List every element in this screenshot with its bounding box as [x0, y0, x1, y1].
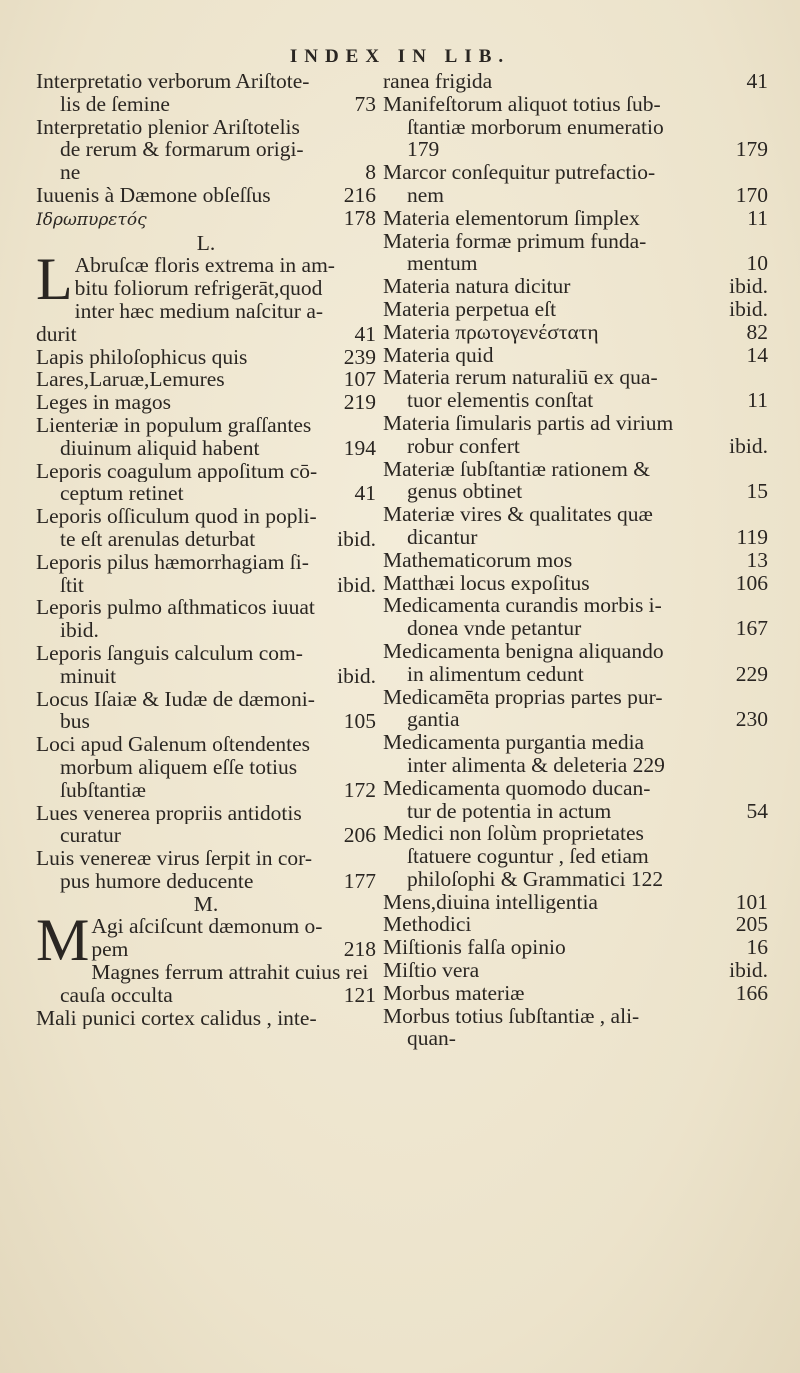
entry-text: Marcor conſequitur putrefactio-: [383, 161, 656, 184]
entry-line: [36, 574, 376, 597]
entry-line: [383, 389, 768, 412]
entry-line: [383, 731, 768, 754]
index-entry: [36, 460, 376, 506]
entry-text: te eſt arenulas deturbat: [60, 527, 256, 551]
entry-text: Medicamenta purgantia media: [383, 731, 645, 754]
left-column: [36, 70, 376, 1029]
entry-line: [383, 526, 768, 549]
entry-text: Luis venereæ virus ſerpit in cor-: [36, 847, 313, 870]
drop-cap-initial: M: [36, 907, 90, 974]
page-number: 11: [747, 389, 768, 412]
page-number: 14: [746, 343, 768, 367]
entry-line: [75, 300, 376, 323]
entry-line: [36, 346, 376, 369]
entry-line: [383, 913, 768, 936]
page-number: ibid.: [337, 573, 376, 597]
entry-text: Mathematicorum mos: [383, 548, 573, 572]
entry-text: pem: [91, 938, 129, 962]
index-entry: [36, 847, 376, 893]
page-number: 170: [735, 183, 768, 207]
page-number: 73: [354, 92, 376, 116]
drop-cap-initial: L: [36, 246, 73, 313]
entry-line: [36, 323, 376, 346]
entry-line: [36, 93, 376, 116]
index-entry: [383, 366, 768, 412]
entry-line: [383, 321, 768, 344]
page-number: 16: [746, 936, 768, 960]
entry-text: in alimentum cedunt: [407, 662, 584, 686]
entry-line: [36, 756, 376, 779]
page-number: 230: [735, 708, 768, 732]
entry-line: [36, 368, 376, 391]
page-number: 205: [735, 913, 768, 937]
index-entry: [36, 505, 376, 551]
page-number: 178: [343, 206, 376, 230]
entry-text: Medicamēta proprias partes pur-: [383, 685, 663, 709]
entry-line: [36, 207, 376, 232]
entry-line: [383, 959, 768, 982]
entry-text: Mali punici cortex calidus , inte-: [36, 1006, 317, 1030]
page-number: 101: [735, 890, 768, 914]
entry-line: [36, 688, 376, 711]
section-letter: M.: [193, 891, 219, 916]
index-entry: [383, 982, 768, 1005]
page-number: 54: [746, 799, 768, 823]
page-number: ibid.: [729, 434, 768, 458]
entry-text: Mens,diuina intelligentia: [383, 890, 598, 914]
entry-line: [36, 138, 376, 161]
entry-line: [383, 1005, 768, 1028]
entry-text: Abruſcæ floris extrema in am-: [74, 254, 335, 278]
entry-line: [36, 482, 376, 505]
index-entry: [36, 688, 376, 734]
entry-line: [383, 754, 768, 777]
entry-text: Morbus materiæ: [383, 981, 525, 1005]
entry-line: [383, 594, 768, 617]
entry-line: [36, 161, 376, 184]
entry-text: dicantur: [407, 525, 478, 549]
index-entry: [36, 184, 376, 207]
entry-text: robur confert: [407, 434, 520, 458]
entry-line: [383, 708, 768, 731]
entry-text: Magnes ferrum attrahit cuius rei: [91, 961, 369, 984]
index-entry: [36, 246, 376, 346]
index-entry: [383, 70, 768, 93]
entry-text: Leporis oſſiculum quod in popli-: [36, 505, 317, 528]
page-number: 41: [354, 482, 376, 506]
page-number: 239: [343, 345, 376, 369]
entry-line: [383, 640, 768, 663]
page-number: 82: [746, 320, 768, 344]
page-number: 167: [735, 617, 768, 640]
entry-line: [91, 938, 376, 961]
entry-line: [383, 480, 768, 503]
page-number: 219: [343, 391, 376, 414]
entry-line: [383, 230, 768, 253]
entry-line: [383, 70, 768, 93]
index-entry: [36, 802, 376, 848]
running-header: INDEX IN LIB.: [289, 46, 511, 67]
entry-line: [383, 252, 768, 275]
entry-line: [36, 551, 376, 574]
page-number: 10: [746, 252, 768, 276]
entry-text: Matthæi locus expoſitus: [383, 571, 590, 595]
index-entry: [383, 161, 768, 207]
page-number: 119: [736, 525, 768, 549]
entry-line: [383, 845, 768, 868]
entry-text: Leporis pilus hæmorrhagiam ſi-: [36, 550, 309, 574]
entry-line: [91, 961, 376, 984]
entry-line: [383, 800, 768, 823]
entry-line: [383, 366, 768, 389]
entry-text: durit: [36, 322, 77, 346]
page-number: ibid.: [337, 527, 376, 551]
entry-line: [383, 891, 768, 914]
entry-text: Materia natura dicitur: [383, 275, 571, 298]
entry-text: Materia formæ primum funda-: [383, 229, 647, 253]
page-number: 105: [343, 710, 376, 734]
entry-line: [383, 207, 768, 230]
page-number: 172: [343, 778, 376, 802]
index-entry: [383, 1005, 768, 1051]
entry-line: [383, 435, 768, 458]
entry-line: [383, 275, 768, 298]
entry-text: quan-: [407, 1027, 456, 1051]
entry-line: [36, 505, 376, 528]
index-entry: [383, 93, 768, 161]
index-entry: [383, 640, 768, 686]
page-number: 206: [343, 824, 376, 848]
page-number: 15: [746, 480, 768, 504]
entry-text: Medicamenta benigna aliquando: [383, 639, 664, 663]
entry-text: philoſophi & Grammatici 122: [407, 867, 664, 891]
index-entry: [383, 275, 768, 298]
entry-line: [383, 549, 768, 572]
index-entry: [36, 346, 376, 369]
entry-text: Morbus totius ſubſtantiæ , ali-: [383, 1004, 640, 1028]
index-entry: [36, 551, 376, 597]
entry-text: Iuuenis à Dæmone obſeſſus: [36, 183, 271, 207]
index-entry: [383, 936, 768, 959]
entry-text: Interpretatio verborum Ariſtote-: [36, 70, 310, 93]
entry-text: Medicamenta curandis morbis i-: [383, 594, 662, 618]
entry-line: [36, 70, 376, 93]
index-entry: [383, 549, 768, 572]
entry-text: minuit: [60, 664, 117, 688]
entry-line: [36, 1007, 376, 1030]
entry-line: [383, 936, 768, 959]
entry-text: pus humore deducente: [60, 869, 254, 893]
index-entry: [383, 298, 768, 321]
entry-text: Interpretatio plenior Ariſtotelis: [36, 115, 300, 139]
entry-text: Manifeſtorum aliquot totius ſub-: [383, 92, 661, 116]
entry-line: [383, 116, 768, 139]
entry-text: ſtit: [60, 573, 84, 597]
entry-text: cauſa occulta: [60, 983, 173, 1007]
entry-text: Leporis ſanguis calculum com-: [36, 641, 303, 665]
page-number: 166: [735, 981, 768, 1005]
entry-text: diuinum aliquid habent: [60, 436, 260, 460]
entry-text: Agi aſciſcunt dæmonum o-: [91, 915, 323, 939]
page-number: 179: [735, 138, 768, 162]
index-entry: [36, 391, 376, 414]
entry-text: Miſtionis falſa opinio: [383, 936, 566, 960]
entry-text: bus: [60, 710, 90, 734]
entry-line: [383, 663, 768, 686]
entry-text: tuor elementis conſtat: [407, 389, 594, 412]
entry-text: genus obtinet: [407, 480, 523, 504]
entry-line: [383, 686, 768, 709]
entry-line: [36, 619, 376, 642]
entry-line: [383, 344, 768, 367]
page-number: 13: [746, 548, 768, 572]
entry-text: ſtatuere coguntur , ſed etiam: [407, 845, 649, 868]
entry-text: Materiæ vires & qualitates quæ: [383, 503, 653, 526]
entry-text: curatur: [60, 824, 121, 848]
entry-line: [383, 184, 768, 207]
entry-line: [36, 779, 376, 802]
entry-text: Materia elementorum ſimplex: [383, 206, 640, 230]
entry-line: [383, 868, 768, 891]
index-entry: [383, 344, 768, 367]
entry-line: [91, 915, 376, 938]
entry-text: Materia quid: [383, 343, 494, 367]
page-number: 229: [735, 662, 768, 686]
index-entry: [36, 368, 376, 391]
page-number: ibid.: [729, 959, 768, 982]
index-entry: [383, 207, 768, 230]
entry-text: morbum aliquem eſſe totius: [60, 755, 298, 779]
entry-text: Miſtio vera: [383, 959, 480, 982]
index-entry: [383, 686, 768, 732]
index-entry: [383, 230, 768, 276]
entry-line: [383, 572, 768, 595]
page-number: 8: [365, 161, 376, 184]
index-entry: [383, 321, 768, 344]
page-number: ibid.: [729, 297, 768, 321]
page-number: 107: [343, 368, 376, 392]
entry-line: [36, 184, 376, 207]
index-entry: [36, 116, 376, 184]
entry-line: [36, 802, 376, 825]
right-column: [383, 70, 768, 1050]
entry-text: Ιδρωπυρετός: [36, 209, 147, 230]
entry-text: inter hæc medium naſcitur a-: [74, 299, 324, 323]
index-entry: [36, 70, 376, 116]
entry-line: [383, 503, 768, 526]
entry-line: [36, 596, 376, 619]
entry-text: nem: [407, 183, 445, 207]
entry-line: [383, 617, 768, 640]
index-entry: [383, 777, 768, 823]
index-entry: [383, 458, 768, 504]
page-number: 194: [343, 436, 376, 460]
page-number: ibid.: [729, 275, 768, 298]
entry-text: lis de ſemine: [60, 92, 170, 116]
entry-text: ſubſtantiæ: [60, 778, 146, 802]
entry-text: mentum: [407, 252, 478, 276]
entry-line: [36, 528, 376, 551]
entry-text: Lienteriæ in populum graſſantes: [36, 413, 312, 437]
page-number: 121: [343, 983, 376, 1007]
index-entry: [383, 412, 768, 458]
entry-text: Lares,Laruæ,Lemures: [36, 368, 225, 392]
entry-line: [75, 277, 376, 300]
entry-text: bitu foliorum refrigerāt,quod: [74, 277, 323, 300]
entry-line: [36, 824, 376, 847]
entry-line: [36, 437, 376, 460]
entry-line: [75, 254, 376, 277]
page-number: 106: [735, 571, 768, 595]
entry-text: ne: [60, 161, 81, 184]
entry-line: [36, 460, 376, 483]
index-entry: [383, 822, 768, 890]
entry-text: gantia: [407, 708, 460, 732]
index-entry: [383, 572, 768, 595]
index-entry: [36, 596, 376, 642]
page-number: 11: [747, 206, 768, 230]
entry-text: Loci apud Galenum oſtendentes: [36, 733, 311, 756]
entry-text: donea vnde petantur: [407, 617, 582, 640]
entry-text: Materiæ ſubſtantiæ rationem &: [383, 457, 650, 481]
entry-text: ſtantiæ morborum enumeratio: [407, 115, 664, 139]
entry-text: de rerum & formarum origi-: [60, 138, 304, 162]
page-number: 218: [343, 938, 376, 962]
entry-line: [36, 116, 376, 139]
entry-line: [36, 391, 376, 414]
entry-text: 179: [407, 138, 440, 162]
entry-text: Materia πρωτογενέστατη: [383, 320, 599, 344]
page-number: 41: [354, 322, 376, 346]
entry-line: [383, 298, 768, 321]
entry-text: Leporis pulmo aſthmaticos iuuat: [36, 596, 315, 620]
page-number: ibid.: [337, 664, 376, 688]
entry-line: [36, 733, 376, 756]
index-entry: [383, 891, 768, 914]
entry-line: [36, 414, 376, 437]
index-entry: [383, 503, 768, 549]
entry-line: [383, 822, 768, 845]
entry-line: [383, 458, 768, 481]
entry-text: Leges in magos: [36, 391, 171, 414]
entry-line: [36, 665, 376, 688]
entry-text: Materia rerum naturaliū ex qua-: [383, 366, 658, 390]
entry-line: [36, 642, 376, 665]
entry-line: [36, 984, 376, 1007]
entry-text: inter alimenta & deleteria 229: [407, 753, 665, 777]
entry-line: [383, 161, 768, 184]
entry-text: tur de potentia in actum: [407, 799, 612, 823]
entry-line: [36, 870, 376, 893]
index-entry: [36, 1007, 376, 1030]
entry-text: Medicamenta quomodo ducan-: [383, 776, 651, 800]
entry-text: Methodici: [383, 913, 472, 937]
entry-text: Leporis coagulum appoſitum cō-: [36, 459, 318, 483]
index-entry: [383, 913, 768, 936]
index-entry: [383, 594, 768, 640]
entry-text: Medici non ſolùm proprietates: [383, 822, 644, 846]
index-entry: [36, 642, 376, 688]
entry-line: [383, 982, 768, 1005]
entry-line: [36, 710, 376, 733]
index-entry: [383, 959, 768, 982]
entry-text: Materia perpetua eſt: [383, 297, 557, 321]
page-number: 216: [343, 183, 376, 207]
index-entry: [383, 731, 768, 777]
entry-text: Lapis philoſophicus quis: [36, 345, 248, 369]
entry-text: ibid.: [60, 619, 99, 642]
entry-line: [383, 93, 768, 116]
page-number: 177: [343, 869, 376, 893]
page-number: 41: [746, 70, 768, 93]
entry-text: Lues venerea propriis antidotis: [36, 801, 302, 825]
entry-line: [383, 412, 768, 435]
entry-line: [36, 847, 376, 870]
index-entry: [36, 207, 376, 232]
entry-text: Locus Iſaiæ & Iudæ de dæmoni-: [36, 687, 315, 711]
entry-line: [383, 138, 768, 161]
index-entry: [36, 414, 376, 460]
entry-text: ranea frigida: [383, 70, 493, 93]
section-letter: L.: [196, 230, 216, 255]
entry-line: [383, 777, 768, 800]
index-entry: [36, 733, 376, 801]
entry-text: ceptum retinet: [60, 482, 184, 506]
entry-text: Materia ſimularis partis ad virium: [383, 411, 674, 435]
entry-line: [383, 1027, 768, 1050]
